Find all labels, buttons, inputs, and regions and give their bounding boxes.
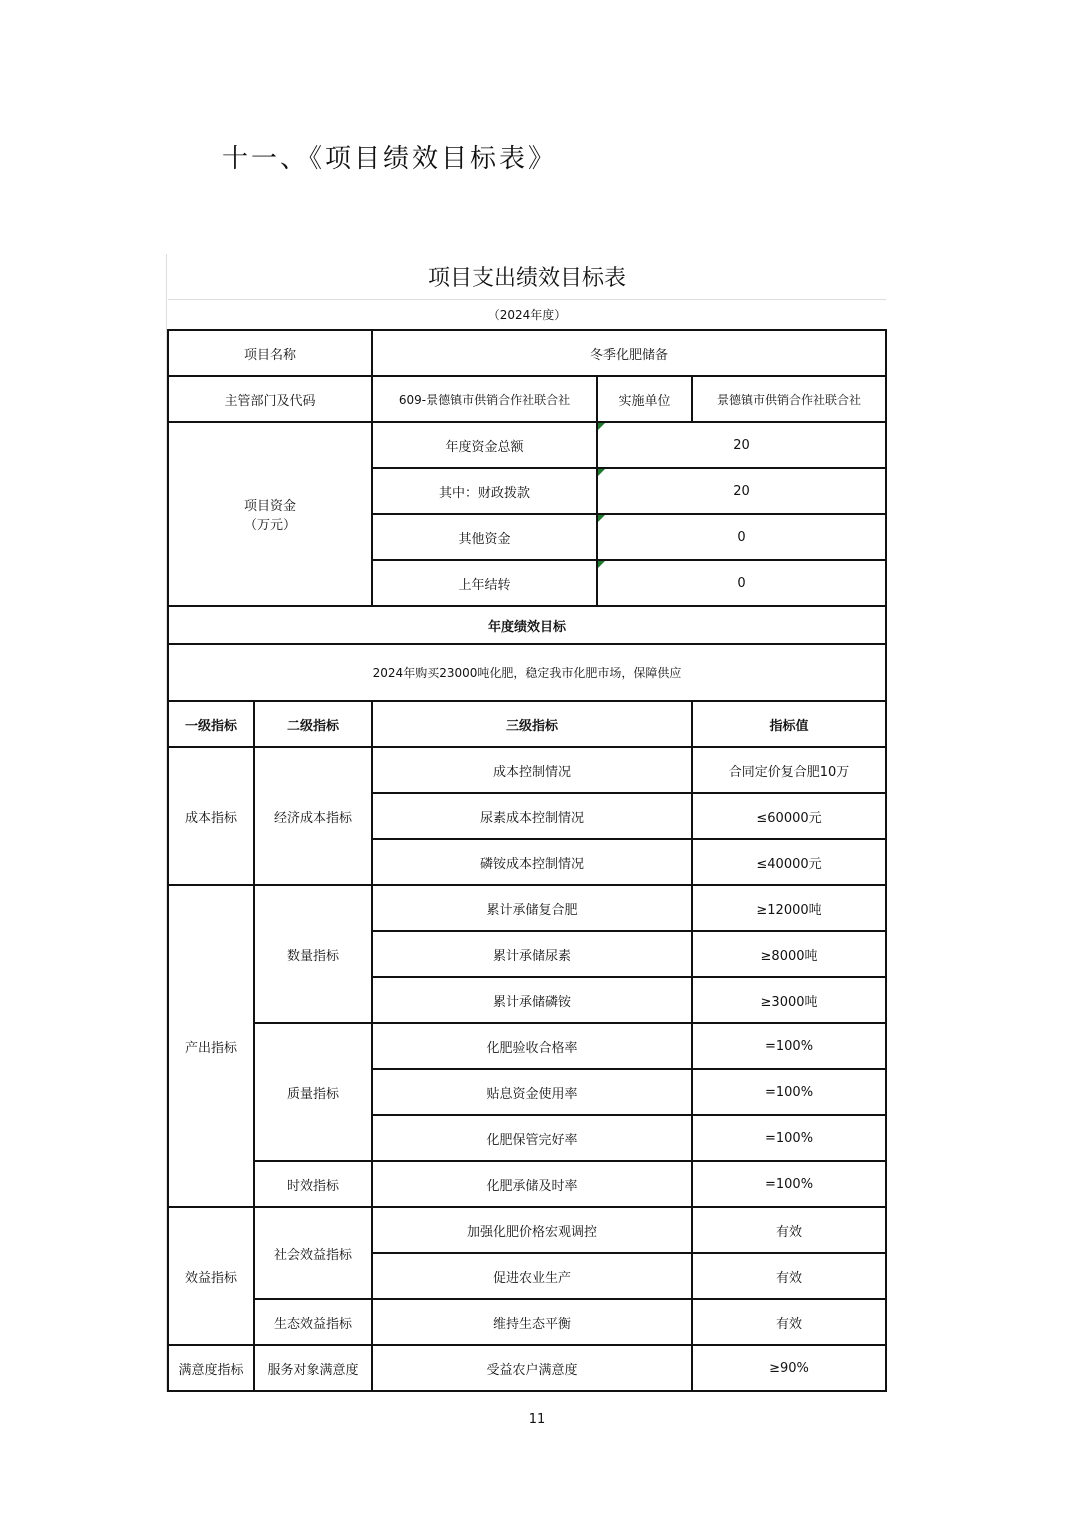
value-cell: =100% <box>692 1115 886 1161</box>
value-cell: 有效 <box>692 1253 886 1299</box>
value-cell: 有效 <box>692 1207 886 1253</box>
impl: 景德镇市供销合作社联合社 <box>692 376 886 422</box>
l3-cell: 化肥保管完好率 <box>372 1115 692 1161</box>
l3-cell: 化肥承储及时率 <box>372 1161 692 1207</box>
l1-cell: 成本指标 <box>168 747 254 885</box>
l2-cell: 社会效益指标 <box>254 1207 372 1299</box>
header-l3: 三级指标 <box>372 701 692 747</box>
dept: 609-景德镇市供销合作社联合社 <box>372 376 597 422</box>
value-cell: =100% <box>692 1161 886 1207</box>
l3-cell: 磷铵成本控制情况 <box>372 839 692 885</box>
l2-cell: 质量指标 <box>254 1023 372 1161</box>
funds-item-value: 0 <box>597 560 886 606</box>
value-cell: ≥12000吨 <box>692 885 886 931</box>
funds-item-value: 20 <box>597 422 886 468</box>
l3-cell: 尿素成本控制情况 <box>372 793 692 839</box>
l3-cell: 加强化肥价格宏观调控 <box>372 1207 692 1253</box>
header-l2: 二级指标 <box>254 701 372 747</box>
l2-cell: 生态效益指标 <box>254 1299 372 1345</box>
l3-cell: 累计承储尿素 <box>372 931 692 977</box>
value-cell: ≥3000吨 <box>692 977 886 1023</box>
goal-text: 2024年购买23000吨化肥，稳定我市化肥市场，保障供应 <box>168 644 886 701</box>
dept-label: 主管部门及代码 <box>168 376 372 422</box>
l2-cell: 经济成本指标 <box>254 747 372 885</box>
funds-item-label: 年度资金总额 <box>372 422 597 468</box>
l3-cell: 化肥验收合格率 <box>372 1023 692 1069</box>
value-cell: 合同定价复合肥10万 <box>692 747 886 793</box>
l3-cell: 维持生态平衡 <box>372 1299 692 1345</box>
goal-label: 年度绩效目标 <box>168 606 886 644</box>
project-name-label: 项目名称 <box>168 330 372 376</box>
impl-label: 实施单位 <box>597 376 692 422</box>
l3-cell: 累计承储磷铵 <box>372 977 692 1023</box>
value-cell: ≥90% <box>692 1345 886 1391</box>
funds-label: 项目资金 （万元） <box>168 422 372 606</box>
project-name: 冬季化肥储备 <box>372 330 886 376</box>
l3-cell: 贴息资金使用率 <box>372 1069 692 1115</box>
value-cell: 有效 <box>692 1299 886 1345</box>
funds-item-value: 20 <box>597 468 886 514</box>
header-l1: 一级指标 <box>168 701 254 747</box>
l3-cell: 促进农业生产 <box>372 1253 692 1299</box>
l1-cell: 产出指标 <box>168 885 254 1207</box>
value-cell: =100% <box>692 1023 886 1069</box>
funds-item-label: 其他资金 <box>372 514 597 560</box>
header-value: 指标值 <box>692 701 886 747</box>
l2-cell: 数量指标 <box>254 885 372 1023</box>
value-cell: ≥8000吨 <box>692 931 886 977</box>
l3-cell: 成本控制情况 <box>372 747 692 793</box>
table-title: 项目支出绩效目标表 <box>168 254 886 300</box>
l3-cell: 受益农户满意度 <box>372 1345 692 1391</box>
l2-cell: 服务对象满意度 <box>254 1345 372 1391</box>
value-cell: ≤40000元 <box>692 839 886 885</box>
funds-item-value: 0 <box>597 514 886 560</box>
l1-cell: 满意度指标 <box>168 1345 254 1391</box>
table-year: （2024年度） <box>168 300 886 331</box>
funds-item-label: 其中：财政拨款 <box>372 468 597 514</box>
funds-item-label: 上年结转 <box>372 560 597 606</box>
value-cell: =100% <box>692 1069 886 1115</box>
value-cell: ≤60000元 <box>692 793 886 839</box>
l3-cell: 累计承储复合肥 <box>372 885 692 931</box>
l2-cell: 时效指标 <box>254 1161 372 1207</box>
l1-cell: 效益指标 <box>168 1207 254 1345</box>
section-heading: 十一、《项目绩效目标表》 <box>222 144 558 174</box>
page-number: 11 <box>528 1412 546 1427</box>
performance-target-table <box>166 254 885 1392</box>
